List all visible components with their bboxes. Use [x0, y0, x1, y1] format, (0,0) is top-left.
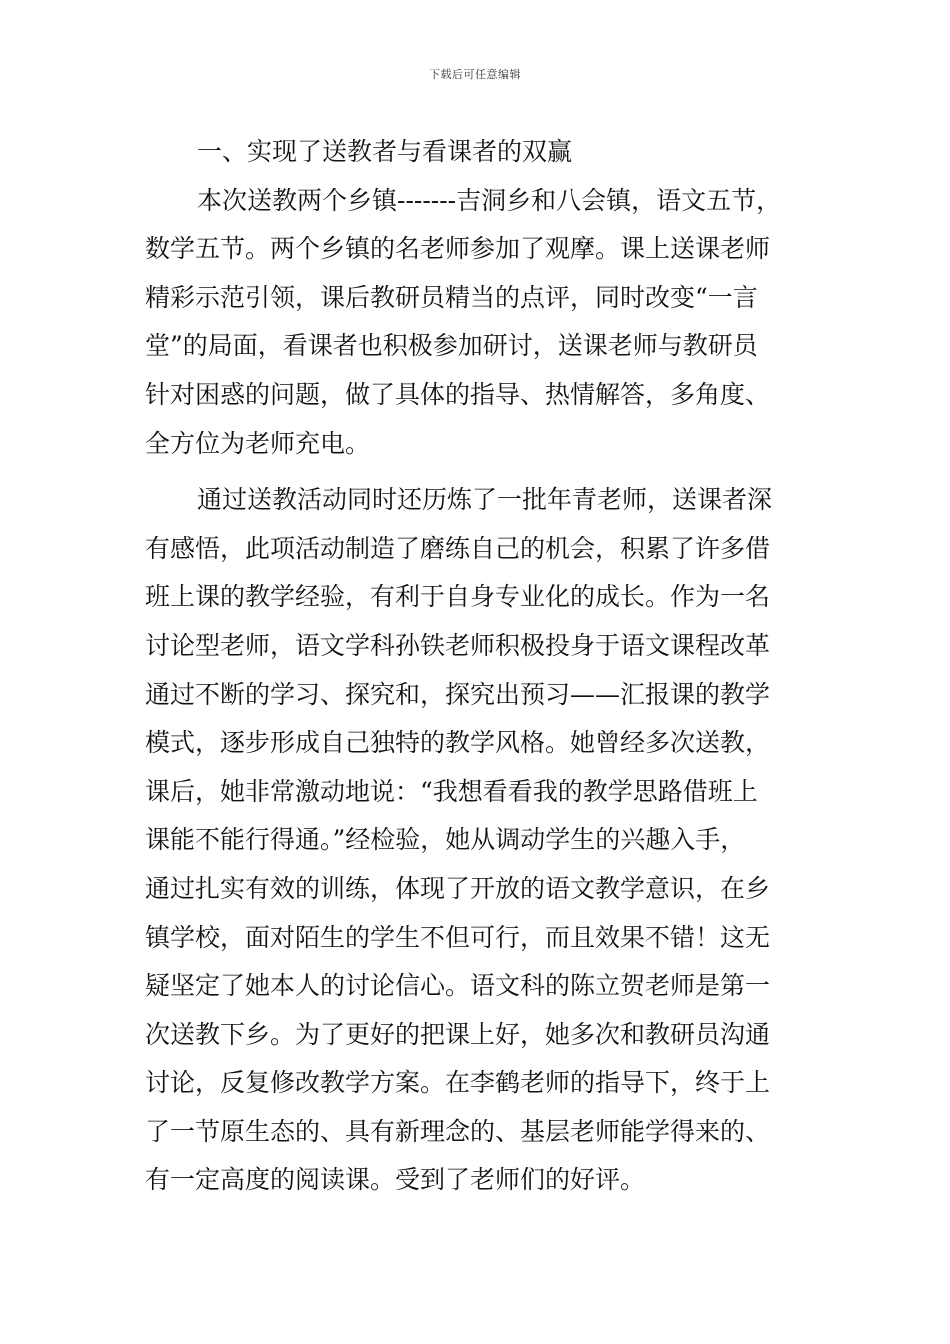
- paragraph-line: 精彩示范引领，课后教研员精当的点评，同时改变“一言: [145, 282, 758, 312]
- paragraph-1: [145, 177, 810, 469]
- paragraph-line: 数学五节。两个乡镇的名老师参加了观摩。课上送课老师: [145, 234, 771, 264]
- paragraph-line: 模式，逐步形成自己独特的教学风格。她曾经多次送教，: [145, 728, 771, 758]
- paragraph-line: 讨论型老师，语文学科孙铁老师积极投身于语文课程改革: [145, 630, 771, 660]
- paragraph-line: 有一定高度的阅读课。受到了老师们的好评。: [145, 1165, 646, 1195]
- paragraph-line: 班上课的教学经验，有利于自身专业化的成长。作为一名: [145, 582, 771, 612]
- paragraph-line: 镇学校，面对陌生的学生不但可行，而且效果不错！这无: [145, 922, 771, 952]
- paragraph-2: [145, 476, 810, 1205]
- paragraph-line: 有感悟，此项活动制造了磨练自己的机会，积累了许多借: [145, 533, 771, 563]
- paragraph-line: 全方位为老师充电。: [145, 428, 371, 458]
- page-header-note: 下载后可任意编辑: [429, 68, 521, 81]
- paragraph-line: 讨论，反复修改教学方案。在李鹤老师的指导下，终于上: [145, 1068, 771, 1098]
- section-heading: 一、实现了送教者与看课者的双赢: [197, 137, 573, 166]
- paragraph-line: 通过扎实有效的训练，体现了开放的语文教学意识，在乡: [145, 873, 771, 903]
- paragraph-line: 了一节原生态的、具有新理念的、基层老师能学得来的、: [145, 1116, 771, 1146]
- document-body: [145, 128, 810, 1205]
- paragraph-line: 针对困惑的问题，做了具体的指导、热情解答，多角度、: [145, 379, 771, 409]
- paragraph-line: 次送教下乡。为了更好的把课上好，她多次和教研员沟通: [145, 1019, 771, 1049]
- paragraph-spacer: [145, 468, 810, 476]
- paragraph-line: 课后，她非常激动地说：“我想看看我的教学思路借班上: [145, 776, 758, 806]
- paragraph-line: 课能不能行得通。”经检验，她从调动学生的兴趣入手，: [145, 825, 746, 855]
- paragraph-line: 通过送教活动同时还历炼了一批年青老师，送课者深: [197, 485, 773, 515]
- paragraph-line: 堂”的局面，看课者也积极参加研讨，送课老师与教研员: [145, 331, 758, 361]
- paragraph-line: 疑坚定了她本人的讨论信心。语文科的陈立贺老师是第一: [145, 971, 771, 1001]
- paragraph-line: 通过不断的学习、探究和，探究出预习——汇报课的教学: [145, 679, 771, 709]
- paragraph-line: 本次送教两个乡镇-------吉洞乡和八会镇，语文五节，: [197, 185, 782, 215]
